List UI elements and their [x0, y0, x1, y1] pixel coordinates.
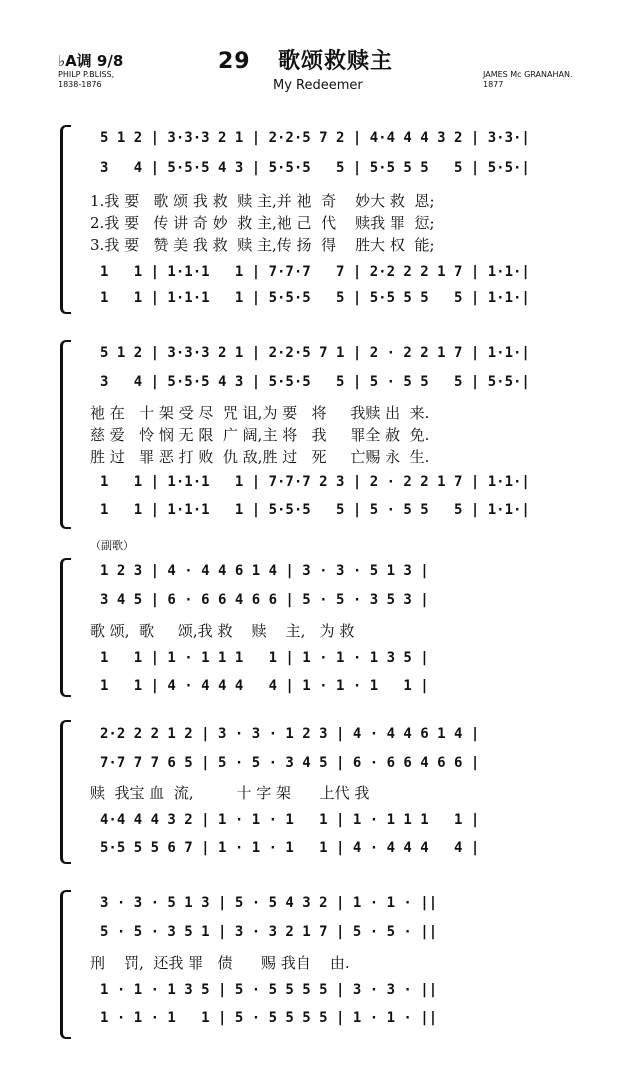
lyric-line: 赎 我宝 血 流, 十 字 架 上代 我	[90, 784, 370, 802]
lyric-line: 慈 爱 怜 悯 无 限 广 阔,主 将 我 罪全 赦 免.	[90, 426, 430, 444]
staff-row: 1 1 | 1·1·1 1 | 5·5·5 5 | 5 · 5 5 5 | 1·1·|	[100, 502, 530, 518]
staff-row: 1 1 | 1 · 1 1 1 1 | 1 · 1 · 1 3 5 |	[100, 650, 429, 666]
staff-row: 3 · 3 · 5 1 3 | 5 · 5 4 3 2 | 1 · 1 · ||	[100, 895, 438, 911]
system-brace	[60, 720, 71, 864]
staff-row: 5 · 5 · 3 5 1 | 3 · 3 2 1 7 | 5 · 5 · ||	[100, 924, 438, 940]
chorus-label: （副歌）	[90, 539, 134, 552]
lyricist-years: 1838-1876	[58, 80, 102, 89]
staff-row: 1 1 | 1·1·1 1 | 5·5·5 5 | 5·5 5 5 5 | 1·1·|	[100, 290, 530, 306]
staff-row: 1 · 1 · 1 3 5 | 5 · 5 5 5 5 | 3 · 3 · ||	[100, 982, 438, 998]
lyric-line: 胜 过 罪 恶 打 败 仇 敌,胜 过 死 亡赐 永 生.	[90, 448, 430, 466]
staff-row: 4·4 4 4 3 2 | 1 · 1 · 1 1 | 1 · 1 1 1 1 |	[100, 812, 480, 828]
staff-row: 1 2 3 | 4 · 4 4 6 1 4 | 3 · 3 · 5 1 3 |	[100, 563, 429, 579]
lyric-line: 刑 罚, 还我 罪 债 赐 我自 由.	[90, 954, 350, 972]
system-brace	[60, 890, 71, 1039]
hymn-subtitle: My Redeemer	[273, 78, 363, 93]
system-brace	[60, 125, 71, 314]
staff-row: 1 1 | 1·1·1 1 | 7·7·7 7 | 2·2 2 2 1 7 | 1·1·|	[100, 264, 530, 280]
hymn-name: 歌颂救赎主	[277, 49, 393, 74]
lyricist-name: PHILP P.BLISS,	[58, 70, 115, 79]
lyricist-credit	[58, 70, 114, 90]
staff-row: 5 1 2 | 3·3·3 2 1 | 2·2·5 7 1 | 2 · 2 2 1 7 | 1·1·|	[100, 345, 530, 361]
staff-row: 3 4 5 | 6 · 6 6 4 6 6 | 5 · 5 · 3 5 3 |	[100, 592, 429, 608]
hymn-number: 29	[218, 49, 251, 74]
staff-row: 1 · 1 · 1 1 | 5 · 5 5 5 5 | 1 · 1 · ||	[100, 1010, 438, 1026]
composer-name: JAMES Mc GRANAHAN.	[483, 70, 573, 79]
key-signature: ♭A调 9/8	[58, 52, 124, 70]
staff-row: 3 4 | 5·5·5 4 3 | 5·5·5 5 | 5·5 5 5 5 | 5·5·|	[100, 160, 530, 176]
staff-row: 3 4 | 5·5·5 4 3 | 5·5·5 5 | 5 · 5 5 5 | 5·5·|	[100, 374, 530, 390]
staff-row: 2·2 2 2 1 2 | 3 · 3 · 1 2 3 | 4 · 4 4 6 1 4 |	[100, 726, 480, 742]
lyric-line: 1.我 要 歌 颂 我 救 赎 主,并 祂 奇 妙大 救 恩;	[90, 192, 435, 210]
system-brace	[60, 340, 71, 529]
lyric-line: 3.我 要 赞 美 我 救 赎 主,传 扬 得 胜大 权 能;	[90, 236, 435, 254]
lyric-line: 歌 颂, 歌 颂,我 救 赎 主, 为 救	[90, 622, 355, 640]
staff-row: 5·5 5 5 6 7 | 1 · 1 · 1 1 | 4 · 4 4 4 4 |	[100, 840, 480, 856]
composer-credit	[483, 70, 573, 90]
hymn-title	[218, 44, 393, 75]
composer-year: 1877	[483, 80, 504, 89]
lyric-line: 2.我 要 传 讲 奇 妙 救 主,祂 己 代 赎我 罪 愆;	[90, 214, 435, 232]
staff-row: 5 1 2 | 3·3·3 2 1 | 2·2·5 7 2 | 4·4 4 4 3 2 | 3·3·|	[100, 130, 530, 146]
system-brace	[60, 558, 71, 697]
lyric-line: 祂 在 十 架 受 尽 咒 诅,为 要 将 我赎 出 来.	[90, 404, 430, 422]
staff-row: 1 1 | 1·1·1 1 | 7·7·7 2 3 | 2 · 2 2 1 7 | 1·1·|	[100, 474, 530, 490]
staff-row: 1 1 | 4 · 4 4 4 4 | 1 · 1 · 1 1 |	[100, 678, 429, 694]
staff-row: 7·7 7 7 6 5 | 5 · 5 · 3 4 5 | 6 · 6 6 4 6 6 |	[100, 755, 480, 771]
